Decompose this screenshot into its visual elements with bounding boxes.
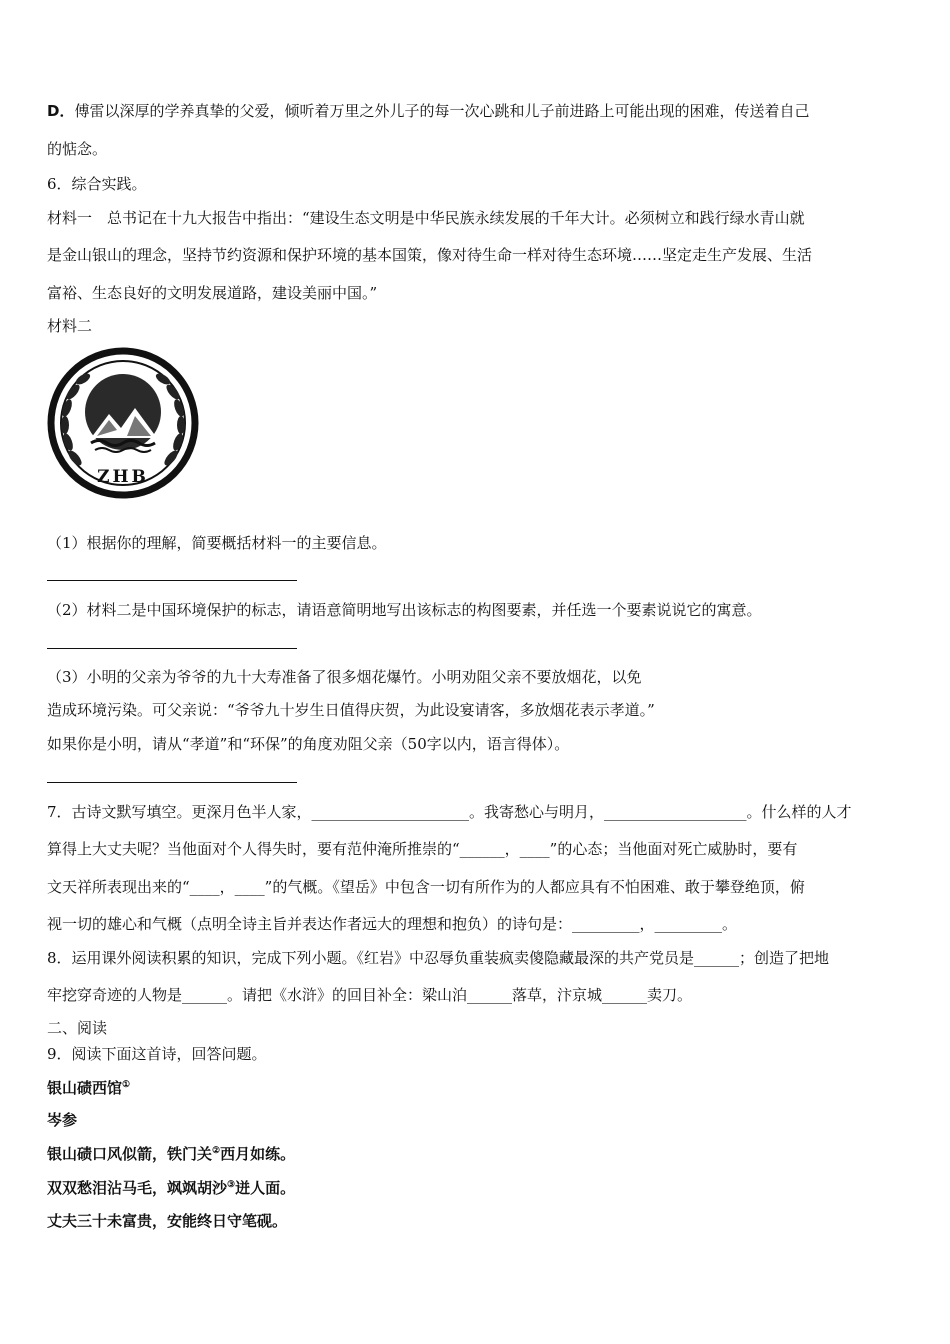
- q6-material2-label: 材料二: [47, 317, 93, 335]
- poem-line1-a: 银山碛口风似箭，铁门关: [47, 1145, 213, 1163]
- q8-line1: 8．运用课外阅读积累的知识，完成下列小题。《红岩》中忍辱负重装疯卖傻隐藏最深的共产党员是______；创造了把地: [47, 949, 830, 967]
- poem-line2-a: 双双愁泪沾马毛，飒飒胡沙: [47, 1179, 228, 1197]
- answer-line-2: [47, 648, 297, 649]
- q9-heading: 9．阅读下面这首诗，回答问题。: [47, 1045, 267, 1063]
- q6-sub3-line2: 造成环境污染。可父亲说：“爷爷九十岁生日值得庆贺，为此设宴请客，多放烟花表示孝道。”: [47, 701, 655, 719]
- q6-sub3-line1: （3）小明的父亲为爷爷的九十大寿准备了很多烟花爆竹。小明劝阻父亲不要放烟花，以免: [47, 668, 642, 686]
- environmental-protection-logo: [47, 346, 199, 500]
- footnote-1: ①: [122, 1080, 131, 1090]
- poem-author: 岑参: [47, 1111, 78, 1129]
- poem-title-line: [47, 1078, 130, 1098]
- q7-line3: 文天祥所表现出来的“____，____”的气概。《望岳》中包含一切有所作为的人都应具有不怕困难、敢于攀登绝顶，俯: [47, 878, 805, 896]
- poem-title: 银山碛西馆: [47, 1079, 123, 1097]
- q8-line2: 牢挖穿奇迹的人物是______。请把《水浒》的回目补全：梁山泊______落草，汴京城______卖刀。: [47, 986, 693, 1004]
- q6-material1-line1: 材料一 总书记在十九大报告中指出：“建设生态文明是中华民族永续发展的千年大计。必须树立和践行绿水青山就: [47, 209, 805, 227]
- poem-line1: [47, 1144, 295, 1164]
- option-d-label: D．: [47, 102, 75, 120]
- logo-text: ZHB: [97, 467, 149, 487]
- q6-material1-line3: 富裕、生态良好的文明发展道路，建设美丽中国。”: [47, 284, 378, 302]
- option-d-text: 傅雷以深厚的学养真挚的父爱，倾听着万里之外儿子的每一次心跳和儿子前进路上可能出现的困难，传送着自己: [74, 102, 810, 120]
- sun-icon: [85, 374, 161, 450]
- poem-line3: 丈夫三十未富贵，安能终日守笔砚。: [47, 1212, 288, 1230]
- q5-option-d-line2: 的惦念。: [47, 140, 108, 158]
- q6-sub1: （1）根据你的理解，简要概括材料一的主要信息。: [47, 534, 387, 552]
- answer-line-1: [47, 580, 297, 581]
- poem-line2: [47, 1178, 295, 1198]
- footnote-3: ③: [227, 1180, 236, 1190]
- section2-heading: 二、阅读: [47, 1019, 108, 1037]
- q7-line2: 算得上大丈夫呢？当他面对个人得失时，要有范仲淹所推崇的“______，____”的心态；当他面对死亡威胁时，要有: [47, 840, 798, 858]
- poem-line1-b: 西月如练。: [220, 1145, 296, 1163]
- q6-sub2: （2）材料二是中国环境保护的标志，请语意简明地写出该标志的构图要素，并任选一个要素说说它的寓意。: [47, 601, 762, 619]
- q7-line1: 7．古诗文默写填空。更深月色半人家，_____________________。我寄愁心与明月，___________________。什么样的人才: [47, 803, 852, 821]
- q6-material1-line2: 是金山银山的理念，坚持节约资源和保护环境的基本国策，像对待生命一样对待生态环境……坚定走生产发展、生活: [47, 246, 813, 264]
- q5-option-d-line1: [47, 101, 809, 121]
- answer-line-3: [47, 782, 297, 783]
- q6-sub3-line3: 如果你是小明，请从“孝道”和“环保”的角度劝阻父亲（50字以内，语言得体）。: [47, 735, 570, 753]
- q6-heading: 6．综合实践。: [47, 175, 147, 193]
- poem-line2-b: 迸人面。: [235, 1179, 296, 1197]
- q7-line4: 视一切的雄心和气概（点明全诗主旨并表达作者远大的理想和抱负）的诗句是：_________，_________。: [47, 915, 738, 933]
- footnote-2: ②: [212, 1146, 221, 1156]
